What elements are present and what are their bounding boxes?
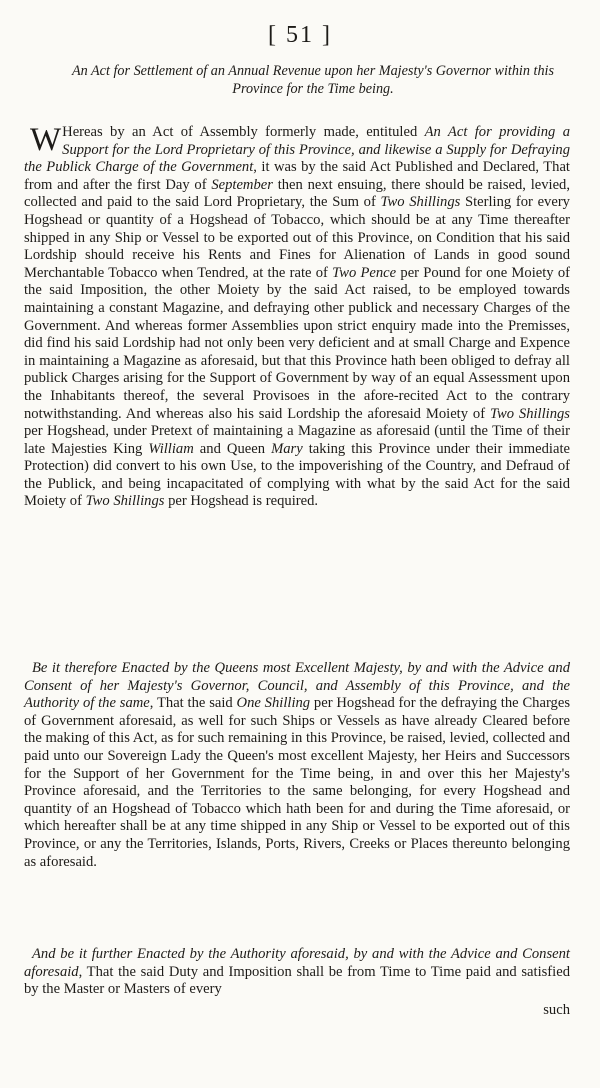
text-segment: per Pound for one Moiety of the said Imposition, the other Moiety by the said Act raised, to be employed towards maintaining a constant Magazine, and defraying other publick and necessary Charges of the Government. And whereas former Assemblies upon strict enquiry made into the Premisses, did find his said Lordship had not only been very deficient and at small Charge and Expence in maintaining a Magazine as aforesaid, but that this Province hath been obliged to defray all publick Charges arising for the Support of Government by way of an equal Assessment upon the Inhabitants thereof, the several Provisoes in the afore-recited Act to the contrary notwithstanding. And whereas also his said Lordship the aforesaid Moiety of [24, 264, 570, 422]
rate-amount: Two Pence [332, 264, 397, 281]
paragraph-preamble [24, 124, 570, 511]
enacting-clause: And be it further Enacted by the Authority aforesaid, by and with the Advice and Consent aforesaid [24, 946, 570, 980]
catchword: such [543, 1002, 570, 1018]
sum-amount: Two Shillings [380, 194, 461, 211]
text-segment: , That the said [149, 695, 237, 712]
duty-amount: One Shilling [236, 695, 311, 712]
monarch-name: William [148, 440, 194, 457]
text-segment: per Hogshead, under Pretext of maintaining a Magazine as aforesaid (until the Time of their late Majesties King [24, 423, 570, 457]
text-segment: taking this Province under their immediate Protection) did convert to his own Use, to the impoverishing of the Country, and Defraud of the Publick, and being incapacitated of complying with what by the said Act for the said Moiety of [24, 440, 570, 510]
paragraph-enactment [24, 660, 570, 871]
month-name: September [211, 176, 273, 193]
text-segment: , That the said Duty and Imposition shall be from Time to Time paid and satisfied by the Master or Masters of every [24, 963, 570, 998]
enacting-clause: Be it therefore Enacted by the Queens most Excellent Majesty, by and with the Advice and Consent of her Majesty's Governor, Council, and Assembly of this Province, and the Authority of the same [24, 660, 570, 712]
sum-amount: Two Shillings [85, 493, 165, 510]
text-segment: then next ensuing, there should be raised, levied, collected and paid to the said Lord Proprietary, the Sum of [24, 176, 571, 211]
text-segment: Sterling for every Hogshead or quantity of a Hogshead of Tobacco, which should be at any Time thereafter shipped in any Ship or Vessel to be exported out of this Province, on Condition that his said Lordship should receive his Rents and Fines for Alienation of Lands in good sound Merchantable Tobacco when Tendred, at the rate of [24, 194, 570, 281]
sum-amount: Two Shillings [489, 405, 570, 422]
page-number: [ 51 ] [268, 22, 332, 48]
text-segment: Hereas by an Act of Assembly formerly made, entituled [62, 124, 425, 140]
paragraph-further-enactment [24, 946, 570, 999]
act-title: An Act for Settlement of an Annual Revenue upon her Majesty's Governor within this Province for the Time being. [71, 63, 555, 97]
act-title-reference: An Act for providing a Support for the Lord Proprietary of this Province, and likewise a Supply for Defraying the Publick Charge of the Government [24, 124, 570, 176]
text-segment: per Hogshead for the defraying the Charges of Government aforesaid, as well for such Ships or Vessels as have already Cleared before the making of this Act, as for such remaining in this Province, be raised, levied, collected and paid unto our Sovereign Lady the Queen's most excellent Majesty, her Heirs and Successors for the Support of her Government for the Time being, in and over this her Majesty's Province aforesaid, and the Territories to the same belonging, for every Hogshead and quantity of an Hogshead of Tobacco which hath been for and during the Time aforesaid, or which hereafter shall be at any time shipped in any Ship or Vessel to be exported out of this Province, or any the Territories, Islands, Ports, Rivers, Creeks or Places thereunto belonging as aforesaid. [24, 695, 571, 870]
drop-cap: W [30, 122, 62, 158]
text-segment: per Hogshead is required. [164, 493, 319, 510]
monarch-name: Mary [271, 440, 303, 457]
text-segment: , it was by the said Act Published and Declared, That from and after the first Day of [24, 159, 570, 193]
text-segment: and Queen [193, 440, 272, 457]
